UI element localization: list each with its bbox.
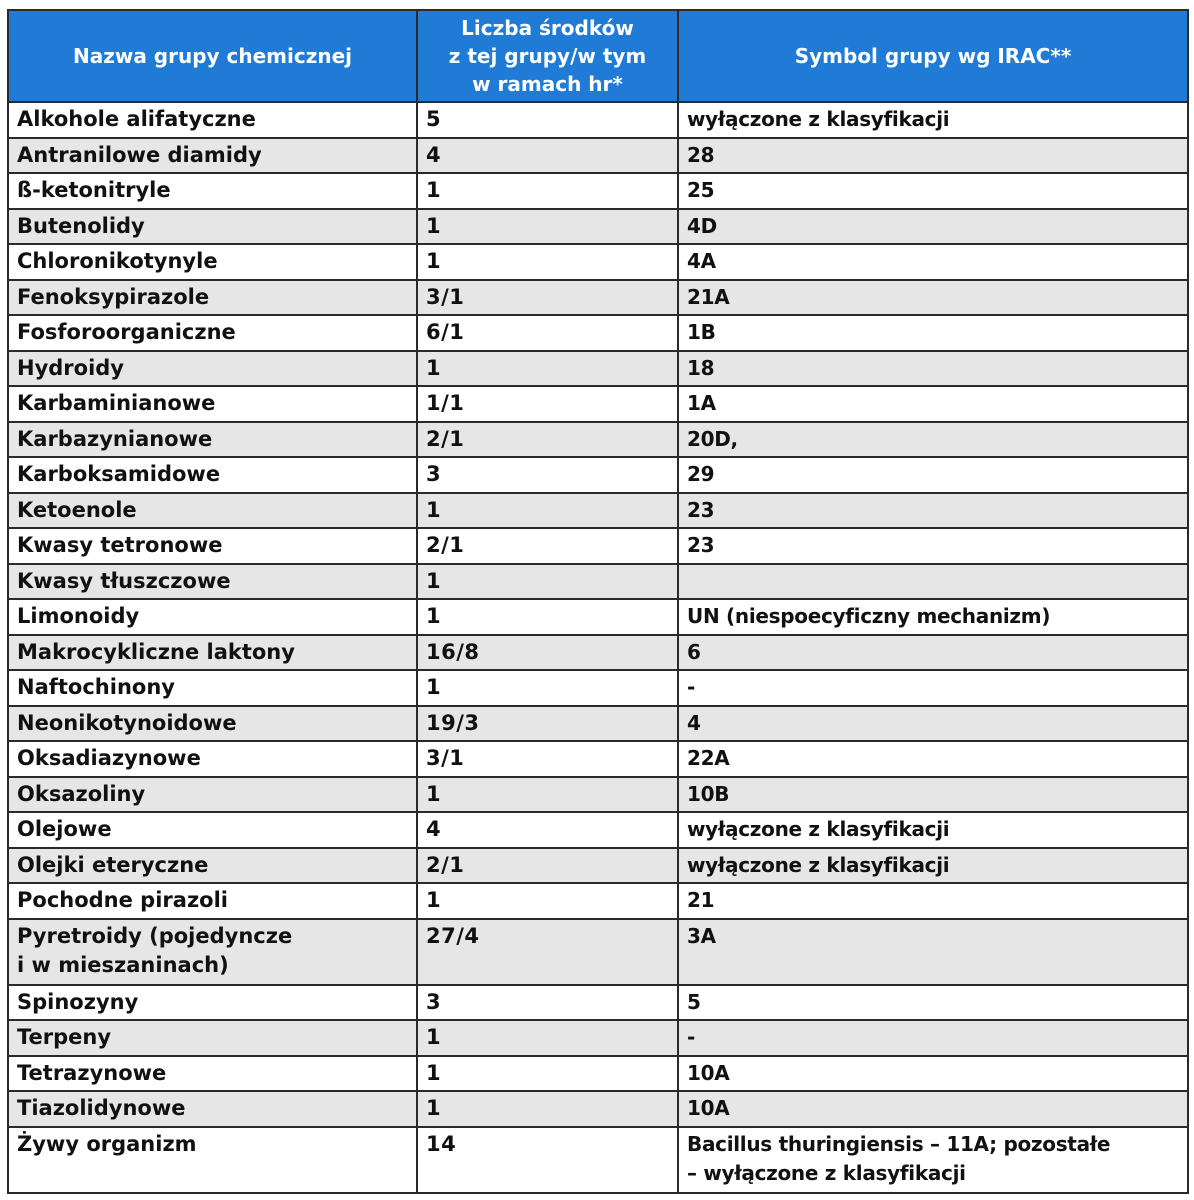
cell-chemical-group-name: Oksadiazynowe bbox=[8, 741, 417, 777]
cell-chemical-group-name: Ketoenole bbox=[8, 493, 417, 529]
cell-irac-symbol: 18 bbox=[678, 351, 1188, 387]
table-row bbox=[8, 985, 1188, 1021]
table-row bbox=[8, 173, 1188, 209]
table-row bbox=[8, 635, 1188, 671]
cell-chemical-group-name: Olejki eteryczne bbox=[8, 848, 417, 884]
cell-irac-symbol: 10A bbox=[678, 1056, 1188, 1092]
cell-product-count: 1 bbox=[417, 599, 678, 635]
cell-product-count: 4 bbox=[417, 138, 678, 174]
cell-irac-symbol: 4D bbox=[678, 209, 1188, 245]
cell-irac-symbol: 25 bbox=[678, 173, 1188, 209]
table-row bbox=[8, 1091, 1188, 1127]
cell-product-count: 27/4 bbox=[417, 919, 678, 985]
cell-chemical-group-name: Chloronikotynyle bbox=[8, 244, 417, 280]
cell-irac-symbol: 1A bbox=[678, 386, 1188, 422]
cell-product-count: 1 bbox=[417, 351, 678, 387]
cell-product-count: 1 bbox=[417, 564, 678, 600]
table-row bbox=[8, 386, 1188, 422]
table-row bbox=[8, 670, 1188, 706]
table-row bbox=[8, 777, 1188, 813]
table-row bbox=[8, 564, 1188, 600]
table-row bbox=[8, 812, 1188, 848]
cell-irac-symbol: 23 bbox=[678, 493, 1188, 529]
cell-chemical-group-name: Kwasy tłuszczowe bbox=[8, 564, 417, 600]
table-row bbox=[8, 209, 1188, 245]
cell-irac-symbol: 6 bbox=[678, 635, 1188, 671]
cell-irac-symbol: 3A bbox=[678, 919, 1188, 985]
cell-product-count: 4 bbox=[417, 812, 678, 848]
cell-irac-symbol: 10A bbox=[678, 1091, 1188, 1127]
cell-product-count: 3/1 bbox=[417, 741, 678, 777]
cell-chemical-group-name: Makrocykliczne laktony bbox=[8, 635, 417, 671]
table-row bbox=[8, 315, 1188, 351]
cell-irac-symbol: 4 bbox=[678, 706, 1188, 742]
cell-chemical-group-name: Karbazynianowe bbox=[8, 422, 417, 458]
cell-chemical-group-name: Spinozyny bbox=[8, 985, 417, 1021]
table-row bbox=[8, 599, 1188, 635]
cell-product-count: 2/1 bbox=[417, 422, 678, 458]
cell-chemical-group-name: Fenoksypirazole bbox=[8, 280, 417, 316]
cell-chemical-group-name: Żywy organizm bbox=[8, 1127, 417, 1193]
cell-chemical-group-name: Limonoidy bbox=[8, 599, 417, 635]
table-row bbox=[8, 919, 1188, 985]
cell-irac-symbol: 29 bbox=[678, 457, 1188, 493]
cell-chemical-group-name: Pyretroidy (pojedyncze i w mieszaninach) bbox=[8, 919, 417, 985]
cell-product-count: 1 bbox=[417, 209, 678, 245]
cell-chemical-group-name: Karboksamidowe bbox=[8, 457, 417, 493]
cell-product-count: 1 bbox=[417, 493, 678, 529]
cell-irac-symbol: UN (niespoecyficzny mechanizm) bbox=[678, 599, 1188, 635]
header-irac-symbol: Symbol grupy wg IRAC** bbox=[678, 10, 1188, 102]
cell-product-count: 1/1 bbox=[417, 386, 678, 422]
cell-product-count: 19/3 bbox=[417, 706, 678, 742]
cell-chemical-group-name: Oksazoliny bbox=[8, 777, 417, 813]
table-row bbox=[8, 848, 1188, 884]
cell-product-count: 1 bbox=[417, 1020, 678, 1056]
table-row bbox=[8, 351, 1188, 387]
header-row bbox=[8, 10, 1188, 102]
cell-product-count: 2/1 bbox=[417, 848, 678, 884]
cell-irac-symbol: Bacillus thuringiensis – 11A; pozostałe – wyłączone z klasyfikacji bbox=[678, 1127, 1188, 1193]
table-body bbox=[8, 102, 1188, 1193]
cell-irac-symbol: 21 bbox=[678, 883, 1188, 919]
cell-chemical-group-name: Neonikotynoidowe bbox=[8, 706, 417, 742]
cell-product-count: 1 bbox=[417, 173, 678, 209]
table-row bbox=[8, 528, 1188, 564]
cell-product-count: 2/1 bbox=[417, 528, 678, 564]
cell-irac-symbol: 21A bbox=[678, 280, 1188, 316]
cell-product-count: 1 bbox=[417, 244, 678, 280]
table-row bbox=[8, 457, 1188, 493]
cell-chemical-group-name: Olejowe bbox=[8, 812, 417, 848]
table-row bbox=[8, 883, 1188, 919]
cell-product-count: 14 bbox=[417, 1127, 678, 1193]
cell-product-count: 6/1 bbox=[417, 315, 678, 351]
chemical-groups-table bbox=[7, 9, 1189, 1194]
cell-irac-symbol: 20D, bbox=[678, 422, 1188, 458]
cell-chemical-group-name: Butenolidy bbox=[8, 209, 417, 245]
table-row bbox=[8, 741, 1188, 777]
cell-product-count: 1 bbox=[417, 670, 678, 706]
cell-irac-symbol: - bbox=[678, 670, 1188, 706]
cell-irac-symbol: 23 bbox=[678, 528, 1188, 564]
table-row bbox=[8, 244, 1188, 280]
cell-chemical-group-name: Karbaminianowe bbox=[8, 386, 417, 422]
cell-product-count: 3 bbox=[417, 457, 678, 493]
table-row bbox=[8, 493, 1188, 529]
cell-chemical-group-name: Hydroidy bbox=[8, 351, 417, 387]
cell-irac-symbol: wyłączone z klasyfikacji bbox=[678, 848, 1188, 884]
table-row bbox=[8, 706, 1188, 742]
data-table-container bbox=[7, 9, 1187, 1194]
table-header bbox=[8, 10, 1188, 102]
cell-irac-symbol: 10B bbox=[678, 777, 1188, 813]
cell-irac-symbol: 4A bbox=[678, 244, 1188, 280]
cell-product-count: 1 bbox=[417, 1091, 678, 1127]
cell-product-count: 1 bbox=[417, 777, 678, 813]
cell-irac-symbol: 1B bbox=[678, 315, 1188, 351]
cell-product-count: 3/1 bbox=[417, 280, 678, 316]
table-row bbox=[8, 422, 1188, 458]
cell-chemical-group-name: Terpeny bbox=[8, 1020, 417, 1056]
cell-irac-symbol: - bbox=[678, 1020, 1188, 1056]
cell-chemical-group-name: Pochodne pirazoli bbox=[8, 883, 417, 919]
cell-irac-symbol: wyłączone z klasyfikacji bbox=[678, 102, 1188, 138]
cell-product-count: 1 bbox=[417, 883, 678, 919]
cell-chemical-group-name: Fosforoorganiczne bbox=[8, 315, 417, 351]
table-row bbox=[8, 138, 1188, 174]
cell-irac-symbol: 28 bbox=[678, 138, 1188, 174]
cell-product-count: 5 bbox=[417, 102, 678, 138]
cell-product-count: 3 bbox=[417, 985, 678, 1021]
cell-chemical-group-name: Antranilowe diamidy bbox=[8, 138, 417, 174]
table-row bbox=[8, 1127, 1188, 1193]
cell-chemical-group-name: Alkohole alifatyczne bbox=[8, 102, 417, 138]
cell-irac-symbol: 22A bbox=[678, 741, 1188, 777]
cell-chemical-group-name: Tiazolidynowe bbox=[8, 1091, 417, 1127]
header-chemical-group-name: Nazwa grupy chemicznej bbox=[8, 10, 417, 102]
cell-chemical-group-name: Naftochinony bbox=[8, 670, 417, 706]
cell-irac-symbol: wyłączone z klasyfikacji bbox=[678, 812, 1188, 848]
cell-irac-symbol: 5 bbox=[678, 985, 1188, 1021]
table-row bbox=[8, 1020, 1188, 1056]
table-row bbox=[8, 1056, 1188, 1092]
table-row bbox=[8, 280, 1188, 316]
cell-product-count: 16/8 bbox=[417, 635, 678, 671]
table-row bbox=[8, 102, 1188, 138]
cell-chemical-group-name: Tetrazynowe bbox=[8, 1056, 417, 1092]
cell-chemical-group-name: Kwasy tetronowe bbox=[8, 528, 417, 564]
cell-irac-symbol bbox=[678, 564, 1188, 600]
cell-chemical-group-name: ß-ketonitryle bbox=[8, 173, 417, 209]
cell-product-count: 1 bbox=[417, 1056, 678, 1092]
header-product-count: Liczba środków z tej grupy/w tym w ramach hr* bbox=[417, 10, 678, 102]
